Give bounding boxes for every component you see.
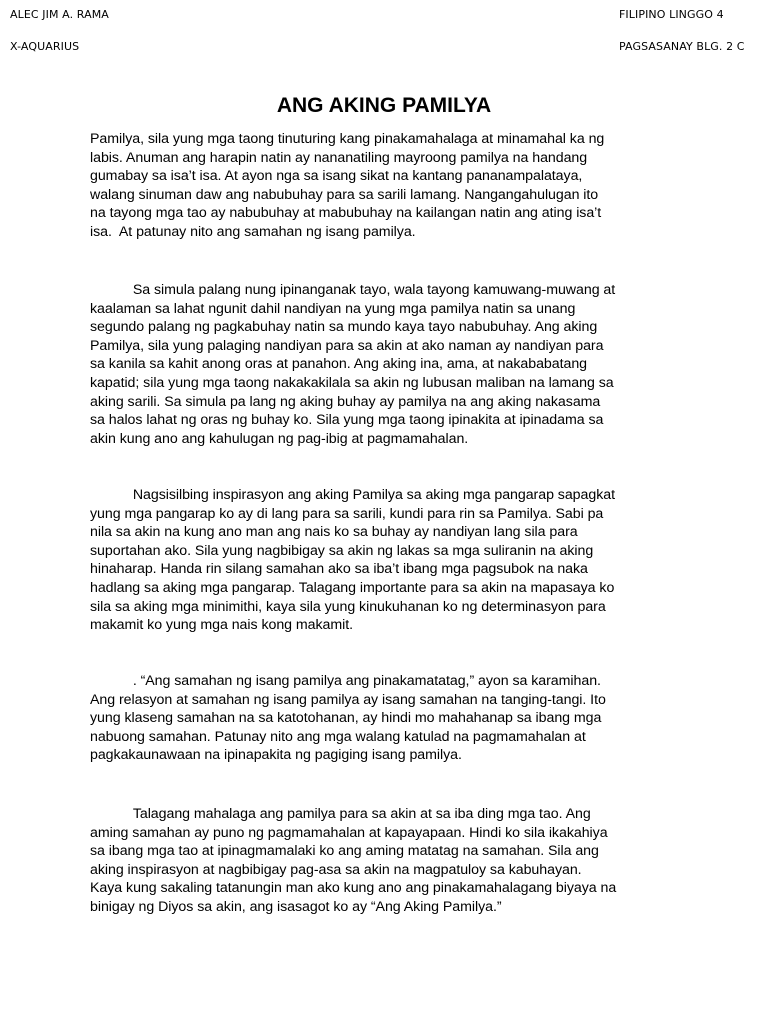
paragraph-1: Pamilya, sila yung mga taong tinuturing kang pinakamahalaga at minamahal ka ng labis. Anuman ang harapin natin ay nananatiling mayroong pamilya na handang gumabay sa isa’t isa. At ayon nga sa isang sikat na kantang pananampalataya, walang sinuman daw ang nabubuhay para sa sarili lamang. Nangangahulugan ito na tayong mga tao ay nabubuhay at mabubuhay na kailangan natin ang ating isa’t isa. At patunay nito ang samahan ng isang pamilya. [90, 131, 605, 240]
header-left [10, 8, 109, 72]
student-name: ALEC JIM A. RAMA [10, 8, 109, 21]
paragraph-3: Nagsisilbing inspirasyon ang aking Pamilya sa aking mga pangarap sapagkat yung mga pangarap ko ay di lang para sa sarili, kundi para rin sa Pamilya. Sabi pa nila sa akin na kung ano man ang nais ko sa buhay ay nandiyan lang sila para suportahan ako. Sila yung nagbibigay sa akin ng lakas sa mga suliranin na aking hinaharap. Handa rin silang samahan ako sa iba’t ibang mga pagsubok na naka hadlang sa aking mga pangarap. Talagang importante para sa akin na mapasaya ko sila sa aking mga minimithi, kaya sila yung kinukuhanan ko ng determinasyon para makamit ko yung mga nais kong makamit. [90, 487, 615, 634]
exercise-number: PAGSASANAY BLG. 2 C [619, 40, 745, 53]
paragraph-2: Sa simula palang nung ipinanganak tayo, wala tayong kamuwang-muwang at kaalaman sa lahat ngunit dahil nandiyan na yung mga pamilya natin sa unang segundo palang ng pagkabuhay natin sa mundo kaya tayo nabubuhay. Ang aking Pamilya, sila yung palaging nandiyan para sa akin at ako naman ay nandiyan para sa kanila sa kahit anong oras at panahon. Ang aking ina, ama, at nakababatang kapatid; sila yung mga taong nakakakilala sa akin ng lubusan maliban na lamang sa aking sarili. Sa simula pa lang ng aking buhay ay pamilya na ang aking nakasama sa halos lahat ng oras ng buhay ko. Sila yung mga taong ipinakita at ipinadama sa akin kung ano ang kahulugan ng pag-ibig at pagmamahalan. [90, 282, 616, 447]
paragraph-4: . “Ang samahan ng isang pamilya ang pinakamatatag,” ayon sa karamihan. Ang relasyon at samahan ng isang pamilya ay isang samahan na tanging-tangi. Ito yung klaseng samahan na sa katotohanan, ay hindi mo mahahanap sa ibang mga nabuong samahan. Patunay nito ang mga walang katulad na pagmamahalan at pagkakaunawaan na ipinapakita ng pagiging isang pamilya. [90, 673, 606, 764]
student-section: X-AQUARIUS [10, 40, 80, 53]
subject-week: FILIPINO LINGGO 4 [619, 8, 724, 21]
essay-title: ANG AKING PAMILYA [276, 94, 492, 117]
paragraph-5: Talagang mahalaga ang pamilya para sa akin at sa iba ding mga tao. Ang aming samahan ay puno ng pagmamahalan at kapayapaan. Hindi ko sila ikakahiya sa ibang mga tao at ipinagmamalaki ko ang aming matatag na samahan. Sila ang aking inspirasyon at nagbibigay pag-asa sa akin na magpatuloy sa kabuhayan. Kaya kung sakaling tatanungin man ako kung ano ang pinakamahalagang biyaya na binigay ng Diyos sa akin, ang isasagot ko ay “Ang Aking Pamilya.” [90, 806, 617, 915]
header-right [619, 8, 745, 72]
